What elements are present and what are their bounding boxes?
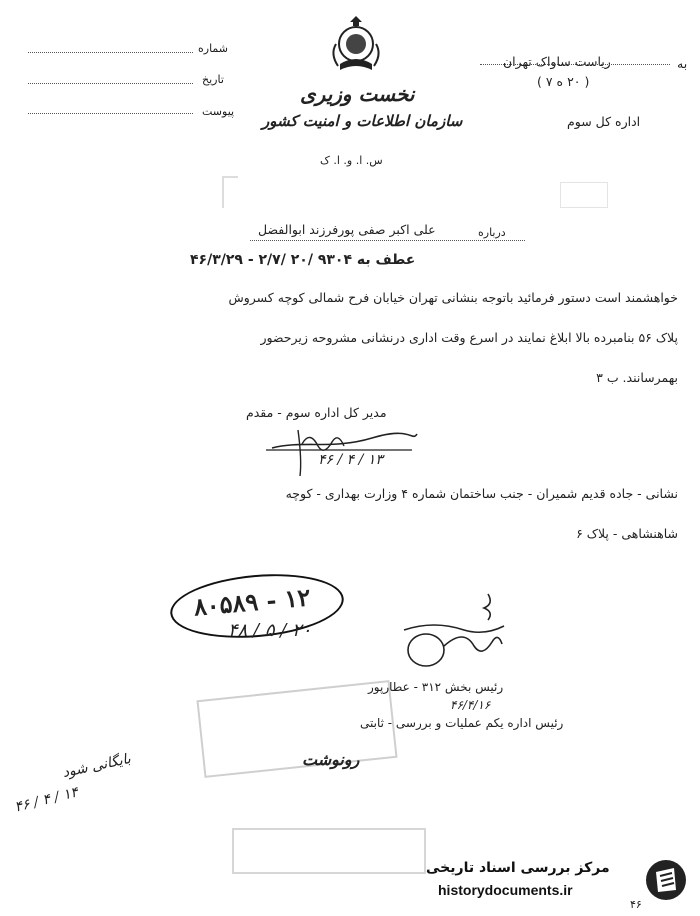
watermark-title: مرکز بررسی اسناد تاریخی <box>426 860 610 876</box>
faint-bottom-stamp <box>232 828 426 874</box>
handwritten-sign-off: رونوشت <box>302 750 360 769</box>
scan-ghost-mark <box>560 182 608 208</box>
archive-logo-icon <box>644 858 688 902</box>
lion-and-sun-emblem-icon <box>328 14 384 76</box>
header-meta <box>28 38 248 123</box>
body-line1: خواهشمند است دستور فرمائید باتوجه بنشانی تهران خیابان فرح شمالی کوچه کسروش <box>228 290 678 305</box>
number-line <box>28 52 193 53</box>
subject-line <box>250 240 525 241</box>
addressee-block <box>455 42 695 132</box>
subject-label: درباره <box>478 226 506 239</box>
closing-signature: مدیر کل اداره سوم - مقدم <box>246 405 387 420</box>
stamp-number: ۸۰۵۸۹ - ۱۲ <box>192 582 312 622</box>
handwritten-note-left-date: ۴۶ / ۴ / ۱۴ <box>13 784 80 816</box>
director-signature <box>262 420 422 480</box>
attachment-line <box>28 113 193 114</box>
body-line2: پلاک ۵۶ بنامبرده بالا ابلاغ نمایند در اسرع وقت اداری درنشانی مشروحه زیرحضور <box>260 330 678 345</box>
letterhead-line2: سازمان اطلاعات و امنیت کشور <box>262 112 463 130</box>
addressee-line1: ریاست ساواک تهران <box>503 54 611 69</box>
letterhead-line3: س. ا. و. ا. ک <box>320 154 383 167</box>
addressee-to: به <box>677 56 688 71</box>
chief-signature-line: رئیس بخش ۳۱۲ - عطارپور <box>368 680 504 694</box>
body-line3: بهمرسانند. ب ۳ <box>596 370 678 385</box>
handwritten-date: ۴۸ / ۵ / ۲۰ <box>228 620 312 641</box>
letterhead-line1: نخست وزیری <box>300 82 415 106</box>
page-number: ۴۶ <box>630 898 642 911</box>
chief-signature-date: ۴۶/۴/۱۶ <box>450 698 491 712</box>
attachment-label: پیوست <box>202 105 235 118</box>
number-label: شماره <box>198 42 229 55</box>
archive-watermark <box>416 856 696 912</box>
subject-text: علی اکبر صفی پورفرزند ابوالفضل <box>258 222 436 237</box>
ops-signature-line: رئیس اداره یکم عملیات و بررسی - ثابتی <box>360 716 564 730</box>
address-line1: نشانی - جاده قدیم شمیران - جنب ساختمان شماره ۴ وزارت بهداری - کوچه <box>285 486 678 501</box>
address-line2: شاهنشاهی - پلاک ۶ <box>576 526 678 541</box>
reference-text: عطف به ۹۳۰۴ /۲۰ /۲/۷ - ۴۶/۳/۲۹ <box>190 252 416 268</box>
addressee-line2: اداره کل سوم <box>567 114 641 129</box>
handwritten-signature <box>400 590 520 675</box>
addressee-line1-rule <box>480 64 670 65</box>
scan-ghost-mark <box>222 176 238 208</box>
date-label: تاریخ <box>202 73 224 86</box>
handwritten-note-left: بایگانی شود <box>61 750 133 782</box>
addressee-line1-code: ( ۲۰ ه ۷ ) <box>537 74 590 89</box>
signature-date: ۴۶ / ۴ / ۱۳ <box>318 452 383 468</box>
watermark-url: historydocuments.ir <box>438 882 573 898</box>
date-line <box>28 83 193 84</box>
